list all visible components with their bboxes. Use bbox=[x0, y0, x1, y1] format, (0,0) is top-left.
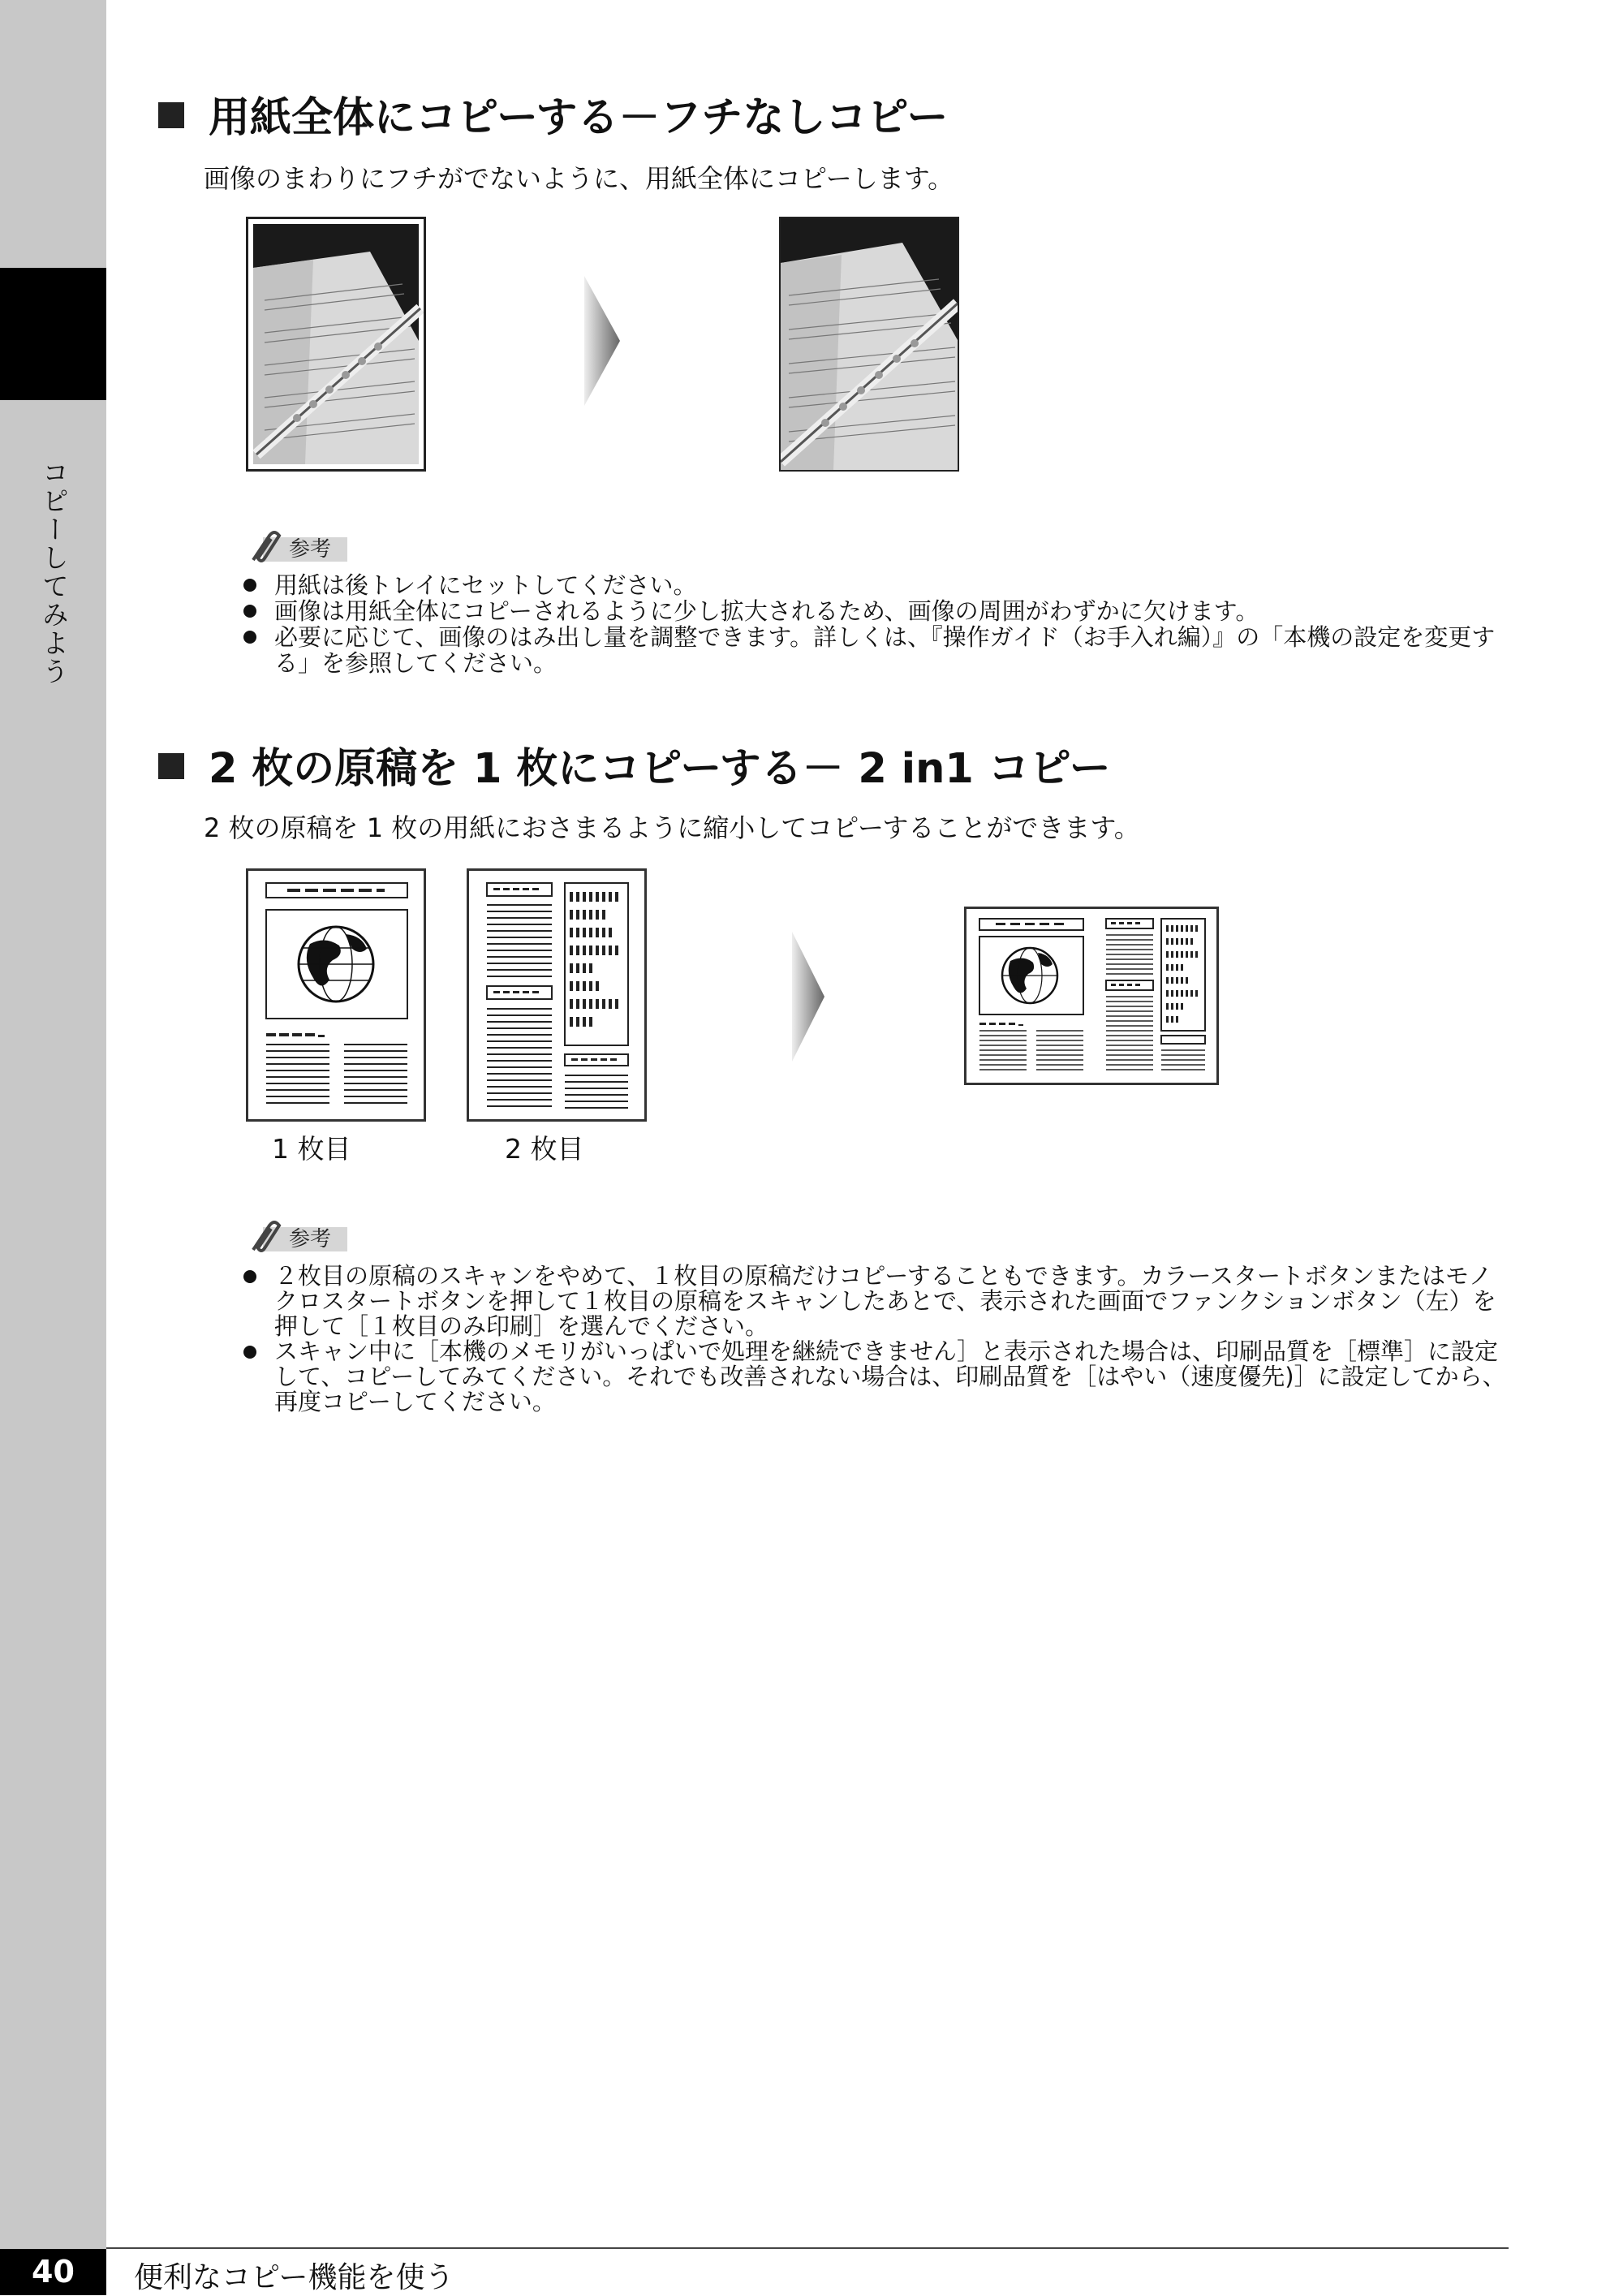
note-item: 必要に応じて、画像のはみ出し量を調整できます。詳しくは、『操作ガイド（お手入れ編）』の「本機の設定を変更する」を参照してください。 bbox=[242, 624, 1508, 676]
section2-heading bbox=[158, 734, 1111, 795]
page2-illustration bbox=[469, 871, 644, 1119]
combined-illustration bbox=[966, 909, 1216, 1083]
combined-2in1-page bbox=[964, 907, 1219, 1085]
bullet-dot-icon bbox=[243, 605, 256, 618]
footer-title: 便利なコピー機能を使う bbox=[134, 2261, 454, 2294]
section1-heading bbox=[158, 84, 948, 144]
bullet-dot-icon bbox=[243, 579, 256, 592]
square-bullet-icon bbox=[158, 753, 184, 779]
square-bullet-icon bbox=[158, 102, 184, 128]
note-item: 用紙は後トレイにセットしてください。 bbox=[242, 572, 1508, 598]
original-page-1 bbox=[246, 868, 426, 1122]
caption-page-1: 1 枚目 bbox=[272, 1133, 351, 1165]
borderless-photo bbox=[779, 217, 959, 472]
arrow-right-icon bbox=[792, 932, 824, 1062]
note-item: ２枚目の原稿のスキャンをやめて、１枚目の原稿だけコピーすることもできます。カラースタートボタンまたはモノクロスタートボタンを押して１枚目の原稿をスキャンしたあとで、表示された画面でファンクションボタン（左）を押して［１枚目のみ印刷］を選んでください。 bbox=[242, 1264, 1508, 1339]
note-item: スキャン中に［本機のメモリがいっぱいで処理を継続できません］と表示された場合は、印刷品質を［標準］に設定して、コピーしてみてください。それでも改善されない場合は、印刷品質を［はやい（速度優先)］に設定してから、再度コピーしてください。 bbox=[242, 1339, 1508, 1415]
original-photo bbox=[246, 217, 426, 472]
section2-notes bbox=[242, 1264, 1508, 1415]
sidebar-chapter-tab bbox=[0, 268, 106, 400]
section1-lead: 画像のまわりにフチがでないように、用紙全体にコピーします。 bbox=[204, 163, 954, 194]
people-pictogram-icon bbox=[570, 892, 618, 1027]
note-label: 参考 bbox=[289, 537, 332, 562]
bullet-dot-icon bbox=[243, 631, 256, 644]
page-number: 40 bbox=[0, 2249, 106, 2295]
section1-notes bbox=[242, 572, 1508, 676]
sheet-music-image bbox=[248, 219, 424, 469]
section2-lead: 2 枚の原稿を 1 枚の用紙におさまるように縮小してコピーすることができます。 bbox=[204, 812, 1140, 843]
note-item: 画像は用紙全体にコピーされるように少し拡大されるため、画像の周囲がわずかに欠けます。 bbox=[242, 598, 1508, 624]
original-page-2 bbox=[467, 868, 647, 1122]
arrow-right-icon bbox=[584, 276, 620, 406]
section2-title: 2 枚の原稿を 1 枚にコピーする－ 2 in1 コピー bbox=[209, 745, 1111, 793]
caption-page-2: 2 枚目 bbox=[505, 1133, 584, 1165]
note-label: 参考 bbox=[289, 1227, 332, 1251]
page1-illustration bbox=[248, 871, 424, 1119]
sidebar-chapter-label: コピーしてみよう bbox=[38, 459, 70, 686]
bullet-dot-icon bbox=[243, 1270, 256, 1283]
section1-title: 用紙全体にコピーする－フチなしコピー bbox=[209, 94, 949, 142]
bullet-dot-icon bbox=[243, 1346, 256, 1359]
footer-rule bbox=[106, 2247, 1509, 2249]
sheet-music-image bbox=[781, 218, 958, 470]
